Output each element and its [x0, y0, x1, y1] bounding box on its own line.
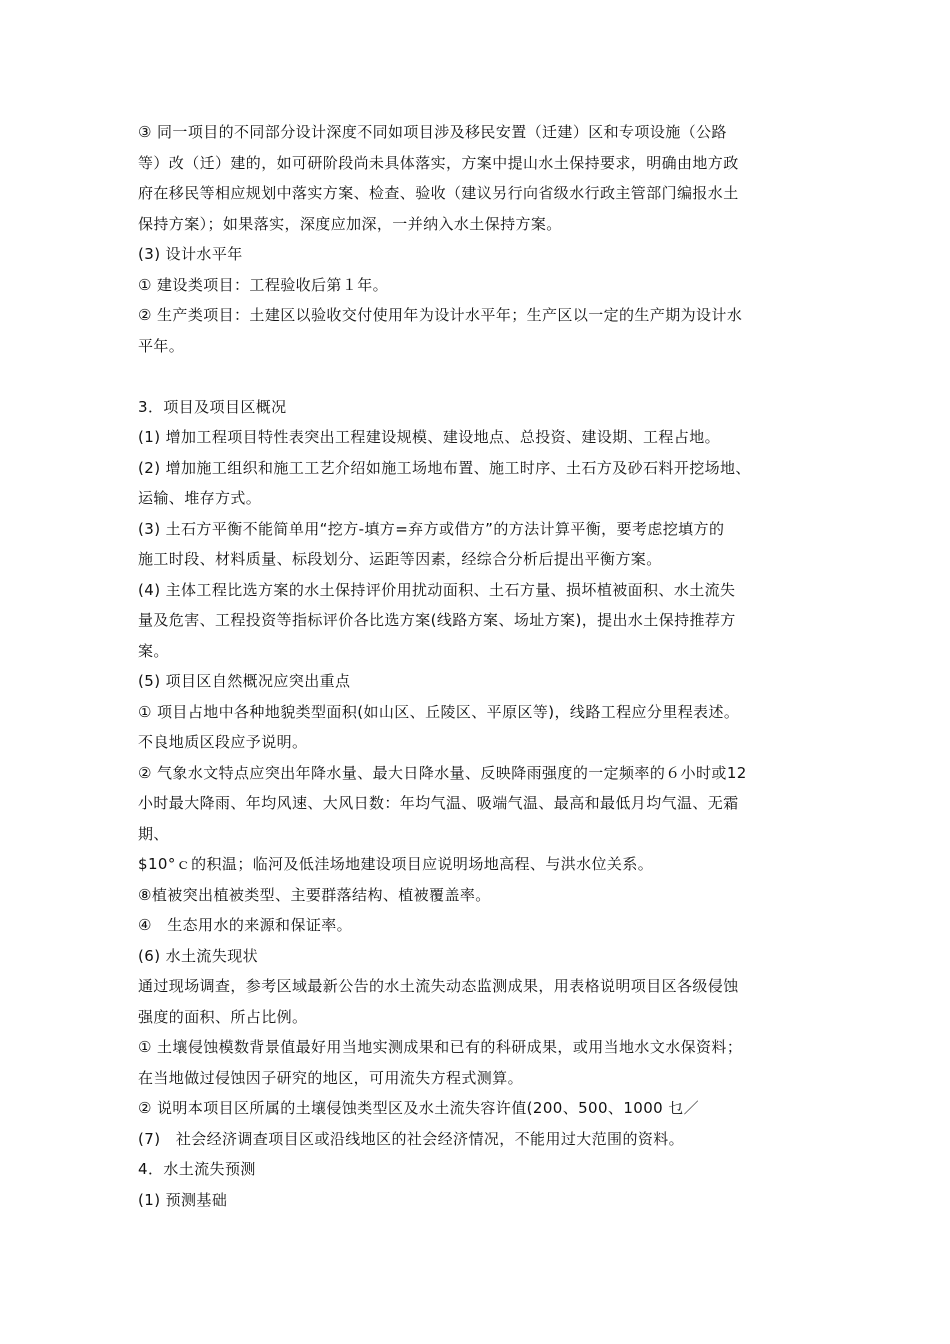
text-line: ② 生产类项目：土建区以验收交付使用年为设计水平年；生产区以一定的生产期为设计水 — [138, 306, 743, 324]
section-heading: 3．项目及项目区概况 — [138, 397, 287, 416]
text-line: 通过现场调查，参考区域最新公告的水土流失动态监测成果，用表格说明项目区各级侵蚀 — [138, 977, 739, 995]
section-heading: (6) 水土流失现状 — [138, 946, 259, 965]
text-line: 小时最大降雨、年均风速、大风日数：年均气温、吸端气温、最高和最低月均气温、无霜 — [138, 794, 739, 812]
text-line: (7) 社会经济调查项目区或沿线地区的社会经济情况，不能用过大范围的资料。 — [138, 1129, 685, 1148]
text-line: (3) 土石方平衡不能简单用“挖方-填方=弃方或借方”的方法计算平衡，要考虑挖填方的 — [138, 519, 725, 538]
text-line: 在当地做过侵蚀因子研究的地区，可用流失方程式测算。 — [138, 1068, 524, 1087]
text-line: 案。 — [138, 641, 169, 660]
text-line: ① 项目占地中各种地貌类型面积(如山区、丘陵区、平原区等)，线路工程应分里程表述。 — [138, 702, 740, 721]
text-line: ① 土壤侵蚀模数背景值最好用当地实测成果和已有的科研成果，或用当地水文水保资料； — [138, 1038, 743, 1056]
text-line: 保持方案）；如果落实，深度应加深，一并纳入水土保持方案。 — [138, 214, 562, 233]
text-line: (1) 增加工程项目特性表突出工程建设规模、建设地点、总投资、建设期、工程占地。 — [138, 428, 721, 446]
document-body — [138, 117, 828, 1215]
blank-line — [138, 361, 828, 392]
text-line: ④ 生态用水的来源和保证率。 — [138, 916, 353, 934]
text-line: ③ 同一项目的不同部分设计深度不同如项目涉及移民安置（迁建）区和专项设施（公路 — [138, 123, 727, 141]
text-line: 不良地质区段应予说明。 — [138, 733, 308, 751]
text-line: 府在移民等相应规划中落实方案、检查、验收（建议另行向省级水行政主管部门编报水土 — [138, 184, 739, 202]
text-line: ⑧植被突出植被类型、主要群落结构、植被覆盖率。 — [138, 885, 491, 904]
text-line: $10°ｃ的积温；临河及低洼场地建设项目应说明场地高程、与洪水位关系。 — [138, 855, 654, 873]
text-line: ② 说明本项目区所属的土壤侵蚀类型区及水土流失容许值(200、500、1000 乜／ — [138, 1099, 700, 1117]
section-heading: (5) 项目区自然概况应突出重点 — [138, 672, 351, 690]
text-line: 强度的面积、所占比例。 — [138, 1007, 308, 1026]
text-line: 量及危害、工程投资等指标评价各比选方案(线路方案、场址方案)，提出水土保持推荐方 — [138, 611, 736, 629]
text-line: 施工时段、材料质量、标段划分、运距等因素，经综合分析后提出平衡方案。 — [138, 550, 662, 568]
text-line: 平年。 — [138, 336, 185, 355]
section-heading: (1) 预测基础 — [138, 1190, 228, 1209]
text-line: (4) 主体工程比选方案的水土保持评价用扰动面积、土石方量、损坏植被面积、水土流失 — [138, 580, 736, 599]
text-line: 等）改（迁）建的，如可研阶段尚未具体落实，方案中提山水土保持要求，明确由地方政 — [138, 153, 739, 172]
text-line: ① 建设类项目：工程验收后第１年。 — [138, 275, 389, 294]
section-heading: 4．水土流失预测 — [138, 1160, 256, 1178]
text-line: (2) 增加施工组织和施工工艺介绍如施工场地布置、施工时序、土石方及砂石料开挖场地、 — [138, 458, 751, 477]
section-heading: (3) 设计水平年 — [138, 245, 243, 263]
text-line: 运输、堆存方式。 — [138, 489, 262, 507]
text-line: 期、 — [138, 824, 169, 843]
text-line: ② 气象水文特点应突出年降水量、最大日降水量、反映降雨强度的一定频率的６小时或12 — [138, 763, 747, 782]
